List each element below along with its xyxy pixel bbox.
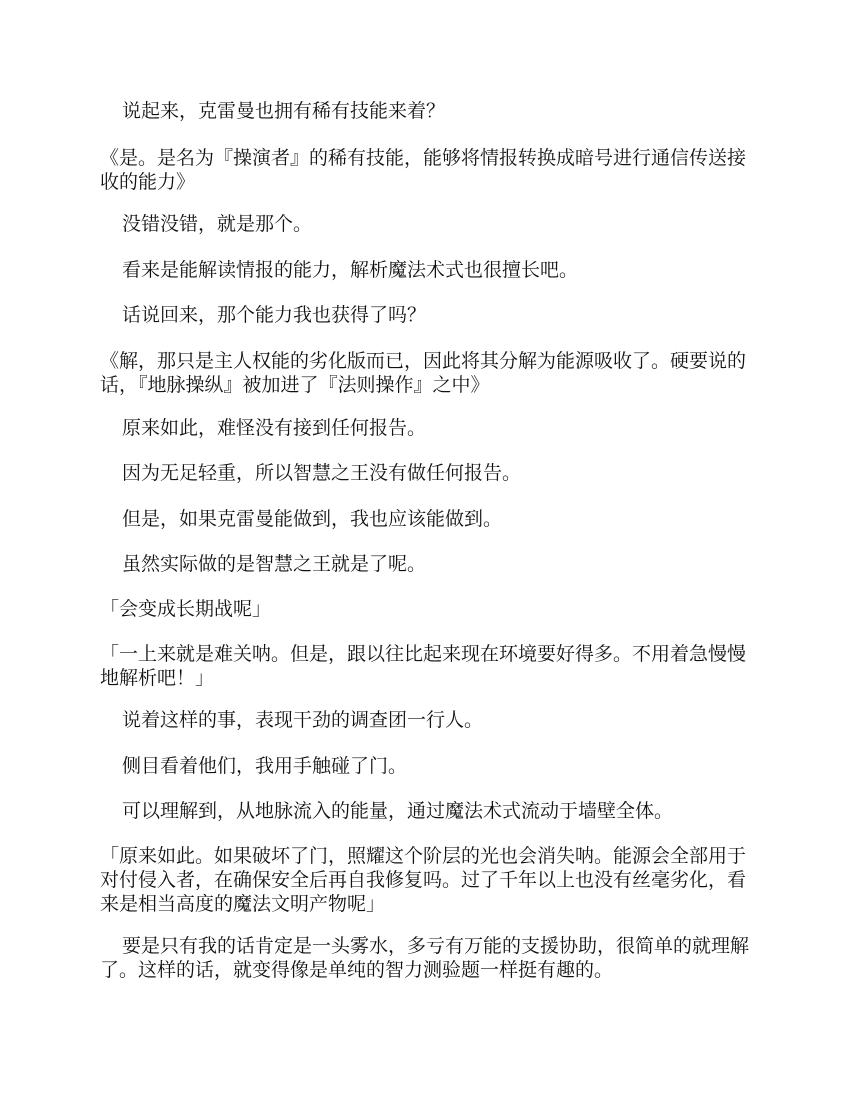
paragraph: 虽然实际做的是智慧之王就是了呢。 (122, 553, 427, 575)
paragraph: 原来如此，难怪没有接到任何报告。 (122, 417, 427, 439)
paragraph: 说起来，克雷曼也拥有稀有技能来着？ (122, 100, 446, 122)
paragraph: 因为无足轻重，所以智慧之王没有做任何报告。 (122, 462, 522, 484)
paragraph: 说着这样的事，表现干劲的调查团一行人。 (122, 709, 484, 731)
paragraph: 但是，如果克雷曼能做到，我也应该能做到。 (122, 508, 503, 530)
paragraph: 侧目看着他们，我用手触碰了门。 (122, 755, 408, 777)
paragraph: 「原来如此。如果破坏了门，照耀这个阶层的光也会消失呐。能源会全部用于对付侵入者，在确保安全后再自我修复吗。过了千年以上也没有丝毫劣化，看来是相当高度的魔法文明产物呢」 (100, 845, 747, 915)
paragraph: 「会变成长期战呢」 (100, 598, 272, 620)
paragraph: 看来是能解读情报的能力，解析魔法术式也很擅长吧。 (122, 259, 579, 281)
paragraph: 话说回来，那个能力我也获得了吗？ (122, 304, 427, 326)
paragraph: 可以理解到，从地脉流入的能量，通过魔法术式流动于墙壁全体。 (122, 800, 674, 822)
paragraph: 没错没错，就是那个。 (122, 213, 313, 235)
paragraph: 《解，那只是主人权能的劣化版而已，因此将其分解为能源吸收了。硬要说的话，『地脉操纵』被加进了『法则操作』之中》 (100, 350, 747, 396)
paragraph: 要是只有我的话肯定是一头雾水，多亏有万能的支援协助，很简单的就理解了。这样的话，就变得像是单纯的智力测验题一样挺有趣的。 (100, 935, 750, 981)
paragraph: 《是。是名为『操演者』的稀有技能，能够将情报转换成暗号进行通信传送接收的能力》 (100, 147, 747, 193)
paragraph: 「一上来就是难关呐。但是，跟以往比起来现在环境要好得多。不用着急慢慢地解析吧！」 (100, 643, 747, 689)
